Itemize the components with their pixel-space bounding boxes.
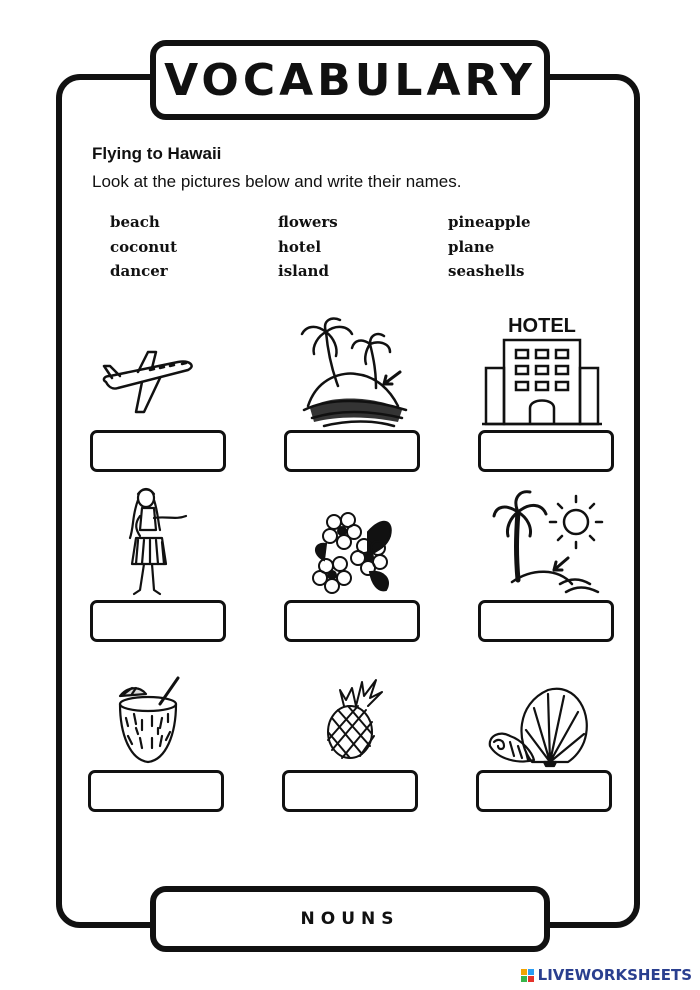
answer-input-8[interactable]: [282, 770, 418, 812]
answer-input-5[interactable]: [284, 600, 420, 642]
word-bank-item: coconut: [110, 237, 178, 256]
word-bank-column-3: [448, 210, 531, 284]
brand-watermark: [521, 966, 692, 984]
word-bank-column-1: [110, 210, 177, 284]
answer-input-4[interactable]: [90, 600, 226, 642]
footer-label: NOUNS: [300, 909, 400, 929]
flowers-icon: [312, 512, 396, 596]
seashells-icon: [486, 684, 590, 766]
island-icon: [298, 314, 414, 432]
word-bank-item: beach: [110, 213, 160, 231]
hotel-icon: [482, 312, 606, 428]
hotel-sign-text: HOTEL: [508, 315, 576, 337]
plane-icon: [98, 340, 198, 420]
word-bank-item: dancer: [110, 262, 168, 280]
page-title: VOCABULARY: [164, 54, 536, 106]
answer-input-6[interactable]: [478, 600, 614, 642]
answer-input-9[interactable]: [476, 770, 612, 812]
liveworksheets-logo-icon: [521, 969, 534, 982]
title-banner: [150, 40, 550, 120]
footer-banner: [150, 886, 550, 952]
word-bank-item: seashells: [448, 262, 525, 280]
beach-icon: [492, 488, 602, 596]
brand-text: LIVEWORKSHEETS: [537, 966, 692, 984]
dancer-icon: [118, 486, 190, 598]
word-bank-item: plane: [448, 237, 495, 256]
worksheet-subtitle: Flying to Hawaii: [92, 144, 222, 163]
answer-input-7[interactable]: [88, 770, 224, 812]
answer-input-1[interactable]: [90, 430, 226, 472]
word-bank-item: hotel: [278, 237, 322, 256]
word-bank-column-2: [278, 210, 338, 284]
coconut-icon: [114, 674, 186, 766]
answer-input-3[interactable]: [478, 430, 614, 472]
word-bank-item: flowers: [278, 213, 338, 231]
word-bank-item: pineapple: [448, 213, 531, 231]
word-bank-item: island: [278, 262, 329, 280]
pineapple-icon: [322, 678, 384, 760]
instructions: Look at the pictures below and write their names.: [92, 172, 462, 191]
answer-input-2[interactable]: [284, 430, 420, 472]
